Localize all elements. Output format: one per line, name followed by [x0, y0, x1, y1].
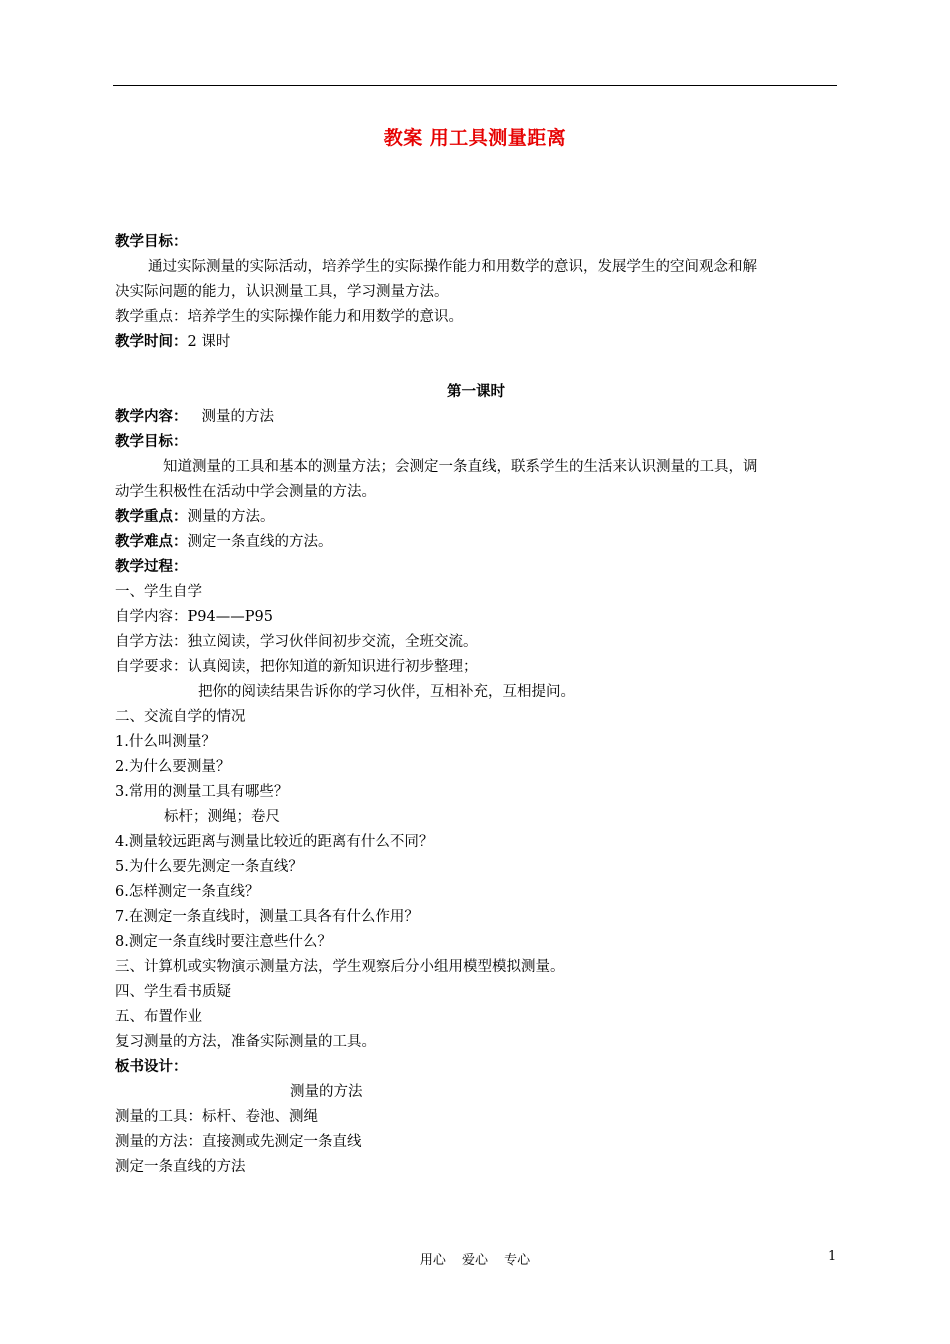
question-6: 6.怎样测定一条直线？	[115, 884, 260, 900]
objectives-label: 教学目标：	[115, 234, 188, 250]
objectives-text-line-2: 决实际问题的能力，认识测量工具，学习测量方法。	[115, 284, 449, 300]
board-design-label: 板书设计：	[115, 1059, 188, 1075]
board-tools: 测量的工具：标杆、卷池、测绳	[115, 1109, 318, 1125]
process-step-3: 三、计算机或实物演示测量方法，学生观察后分小组用模型模拟测量。	[115, 959, 565, 975]
board-heading: 测量的方法	[290, 1084, 363, 1100]
footer-motto: 用心 爱心 专心	[419, 1253, 531, 1268]
key-point-line: 教学重点：培养学生的实际操作能力和用数学的意识。	[115, 309, 463, 325]
question-5: 5.为什么要先测定一条直线？	[115, 859, 303, 875]
lesson1-difficulty-line	[115, 530, 837, 555]
board-line-method: 测定一条直线的方法	[115, 1159, 246, 1175]
question-4: 4.测量较远距离与测量比较近的距离有什么不同？	[115, 834, 434, 850]
lesson1-objectives-label: 教学目标：	[115, 434, 188, 450]
lesson1-difficulty-value: 测定一条直线的方法。	[187, 534, 333, 550]
document-title: 教案 用工具测量距离	[383, 127, 567, 149]
lesson1-content-label: 教学内容：	[115, 409, 188, 425]
process-step-1-requirement: 自学要求：认真阅读，把你知道的新知识进行初步整理；	[115, 659, 478, 675]
lesson1-key-line	[115, 505, 837, 530]
process-step-1-content: 自学内容：P94——P95	[115, 609, 273, 625]
time-label: 教学时间：	[115, 334, 188, 350]
question-3-answer: 标杆；测绳；卷尺	[164, 809, 280, 825]
teaching-time-line	[115, 330, 837, 355]
question-1: 1.什么叫测量？	[115, 734, 216, 750]
time-value: 2 课时	[187, 334, 231, 350]
lesson1-content-value: 测量的方法	[201, 409, 274, 425]
process-step-1-requirement-2: 把你的阅读结果告诉你的学习伙伴，互相补充，互相提问。	[198, 684, 575, 700]
question-7: 7.在测定一条直线时，测量工具各有什么作用？	[115, 909, 419, 925]
process-step-1-method: 自学方法：独立阅读，学习伙伴间初步交流，全班交流。	[115, 634, 478, 650]
question-8: 8.测定一条直线时要注意些什么？	[115, 934, 332, 950]
lesson1-process-label: 教学过程：	[115, 559, 188, 575]
objectives-text-line-1: 通过实际测量的实际活动，培养学生的实际操作能力和用数学的意识，发展学生的空间观念和解	[148, 259, 757, 275]
question-3: 3.常用的测量工具有哪些？	[115, 784, 289, 800]
document-body	[115, 230, 837, 1180]
lesson1-heading: 第一课时	[447, 384, 505, 400]
process-step-1: 一、学生自学	[115, 584, 202, 600]
lesson1-key-label: 教学重点：	[115, 509, 188, 525]
homework-text: 复习测量的方法，准备实际测量的工具。	[115, 1034, 376, 1050]
lesson1-key-value: 测量的方法。	[187, 509, 275, 525]
board-methods: 测量的方法：直接测或先测定一条直线	[115, 1134, 362, 1150]
lesson1-objectives-line-2: 动学生积极性在活动中学会测量的方法。	[115, 484, 376, 500]
process-step-2: 二、交流自学的情况	[115, 709, 246, 725]
lesson1-content-line	[115, 405, 837, 430]
process-step-5: 五、布置作业	[115, 1009, 202, 1025]
header-rule	[113, 85, 837, 86]
question-2: 2.为什么要测量？	[115, 759, 231, 775]
lesson1-objectives-line-1: 知道测量的工具和基本的测量方法；会测定一条直线，联系学生的生活来认识测量的工具，调	[163, 459, 758, 475]
process-step-4: 四、学生看书质疑	[115, 984, 231, 1000]
lesson1-difficulty-label: 教学难点：	[115, 534, 188, 550]
page-number: 1	[828, 1249, 837, 1264]
